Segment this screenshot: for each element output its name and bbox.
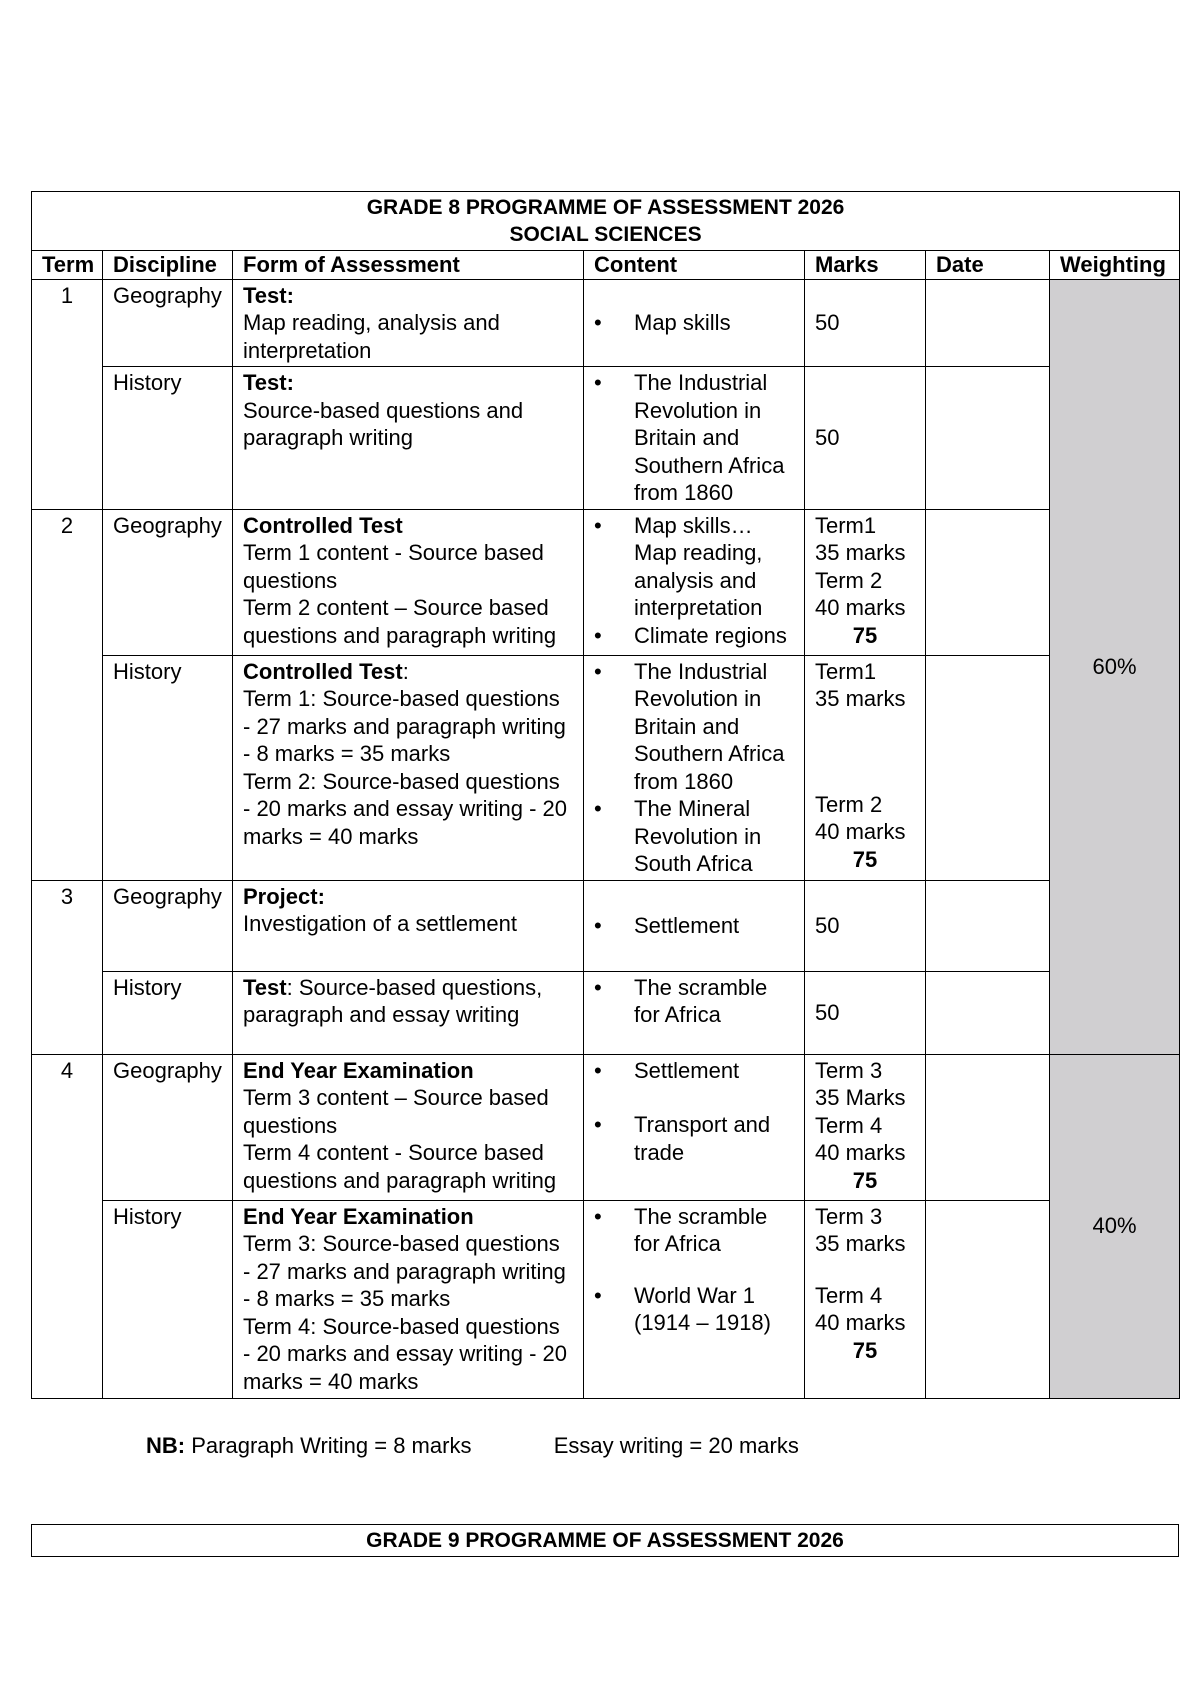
grade9-assessment-table [31,1524,1179,1557]
discipline-cell: Geography [103,279,233,367]
marks-line: 35 Marks [815,1085,906,1110]
marks-cell: 50 [805,279,926,367]
date-cell [926,279,1050,367]
note-essay: Essay writing = 20 marks [553,1433,799,1458]
table-row [32,1200,1180,1398]
form-line: Term 1: Source-based questions - 27 marks and paragraph writing - 8 marks = 35 marks [243,686,566,766]
table-row [32,279,1180,367]
form-cell [233,655,584,880]
marks-cell: 50 [805,367,926,510]
form-cell [233,367,584,510]
content-cell [584,1054,805,1200]
date-cell [926,509,1050,655]
form-title: Test [243,974,287,1000]
content-item: • The scramble for Africa [594,974,794,1029]
marks-line: 35 marks [815,686,906,711]
form-line: Term 3 content – Source based questions [243,1085,549,1138]
marks-line: 40 marks [815,1310,906,1335]
form-line: Term 4 content - Source based questions and paragraph writing [243,1140,557,1193]
discipline-cell: History [103,367,233,510]
form-text: Map reading, analysis and interpretation [243,310,500,363]
form-text: Source-based questions and paragraph writing [243,397,524,450]
marks-cell [805,1200,926,1398]
weighting-60: 60% [1050,279,1180,1054]
header-row [32,251,1180,280]
header-marks: Marks [805,251,926,280]
content-item: • The Industrial Revolution in Britain and Southern Africa from 1860 [594,658,794,796]
marks-line: Term 2 [815,791,883,817]
content-item: • The Mineral Revolution in South Africa [594,795,794,878]
marks-cell: 50 [805,971,926,1054]
header-content: Content [584,251,805,280]
content-item: • Settlement [594,912,794,940]
date-cell [926,1054,1050,1200]
form-title: Project: [243,883,325,909]
marks-line: 40 marks [815,1140,906,1165]
table-row [32,655,1180,880]
form-colon: : [402,658,409,684]
content-cell [584,367,805,510]
grade9-title: GRADE 9 PROGRAMME OF ASSESSMENT 2026 [32,1525,1179,1557]
header-discipline: Discipline [103,251,233,280]
table-row [32,509,1180,655]
marks-total: 75 [852,1337,878,1363]
content-item: • Map skills [594,309,794,337]
table-row [32,367,1180,510]
content-item: • Climate regions [594,622,794,650]
title-line-1: GRADE 8 PROGRAMME OF ASSESSMENT 2026 [366,196,845,219]
form-line: Term 2 content – Source based questions and paragraph writing [243,595,557,648]
form-title: Test: [243,370,294,395]
note-label: NB: [146,1433,186,1458]
table-row [32,880,1180,971]
form-cell [233,1054,584,1200]
form-text: Investigation of a settlement [243,911,517,936]
marks-line: Term1 [815,512,877,538]
discipline-cell: History [103,1200,233,1398]
marks-line: Term 4 [815,1282,883,1308]
marks-total: 75 [852,846,878,872]
note [146,1433,799,1459]
marks-line: 35 marks [815,1231,906,1256]
content-item: • The scramble for Africa [594,1203,794,1258]
form-cell [233,509,584,655]
header-weighting: Weighting [1050,251,1180,280]
date-cell [926,971,1050,1054]
form-title: Controlled Test [243,658,403,684]
title-line-2: SOCIAL SCIENCES [509,223,702,246]
content-cell [584,1200,805,1398]
form-title: Test: [243,282,294,308]
content-item: • The Industrial Revolution in Britain and Southern Africa from 1860 [594,369,794,507]
form-line: Term 3: Source-based questions - 27 marks and paragraph writing - 8 marks = 35 marks [243,1231,566,1311]
weighting-40: 40% [1050,1054,1180,1398]
marks-cell [805,1054,926,1200]
form-title: End Year Examination [243,1057,474,1083]
grade8-assessment-table [31,191,1180,1399]
discipline-cell: Geography [103,1054,233,1200]
discipline-cell: History [103,971,233,1054]
term-number: 2 [32,509,103,880]
content-cell [584,971,805,1054]
content-cell [584,880,805,971]
marks-line: 40 marks [815,819,906,844]
content-item: • Map skills… Map reading, analysis and interpretation [594,512,794,622]
table-title [32,192,1180,251]
marks-cell: 50 [805,880,926,971]
marks-line: Term 3 [815,1203,883,1229]
form-cell [233,1200,584,1398]
date-cell [926,1200,1050,1398]
header-form: Form of Assessment [233,251,584,280]
discipline-cell: Geography [103,509,233,655]
term-number: 3 [32,880,103,1054]
marks-total: 75 [852,1167,878,1193]
marks-line: Term 4 [815,1112,883,1138]
content-item: • Settlement [594,1057,794,1085]
term-number: 4 [32,1054,103,1398]
marks-line: Term 2 [815,567,883,593]
form-cell [233,279,584,367]
marks-line: 40 marks [815,595,906,620]
content-cell [584,655,805,880]
content-cell [584,509,805,655]
form-cell [233,971,584,1054]
date-cell [926,367,1050,510]
form-text: : Source-based questions, paragraph and essay writing [243,974,543,1027]
header-date: Date [926,251,1050,280]
form-line: Term 4: Source-based questions - 20 marks and essay writing - 20 marks = 40 marks [243,1313,568,1394]
form-title: Controlled Test [243,512,403,538]
marks-line: Term1 [815,658,877,684]
note-paragraph: Paragraph Writing = 8 marks [191,1433,472,1458]
discipline-cell: Geography [103,880,233,971]
discipline-cell: History [103,655,233,880]
term-number: 1 [32,279,103,509]
marks-cell [805,655,926,880]
date-cell [926,655,1050,880]
form-line: Term 1 content - Source based questions [243,540,544,593]
marks-cell [805,509,926,655]
content-cell [584,279,805,367]
content-item: • World War 1 (1914 – 1918) [594,1282,794,1337]
marks-line: Term 3 [815,1057,883,1083]
content-item: • Transport and trade [594,1111,794,1166]
form-cell [233,880,584,971]
table-row [32,1054,1180,1200]
header-term: Term [32,251,103,280]
form-title: End Year Examination [243,1203,474,1229]
table-row [32,971,1180,1054]
date-cell [926,880,1050,971]
form-line: Term 2: Source-based questions - 20 marks and essay writing - 20 marks = 40 marks [243,768,568,849]
marks-line: 35 marks [815,540,906,565]
marks-total: 75 [852,622,878,648]
